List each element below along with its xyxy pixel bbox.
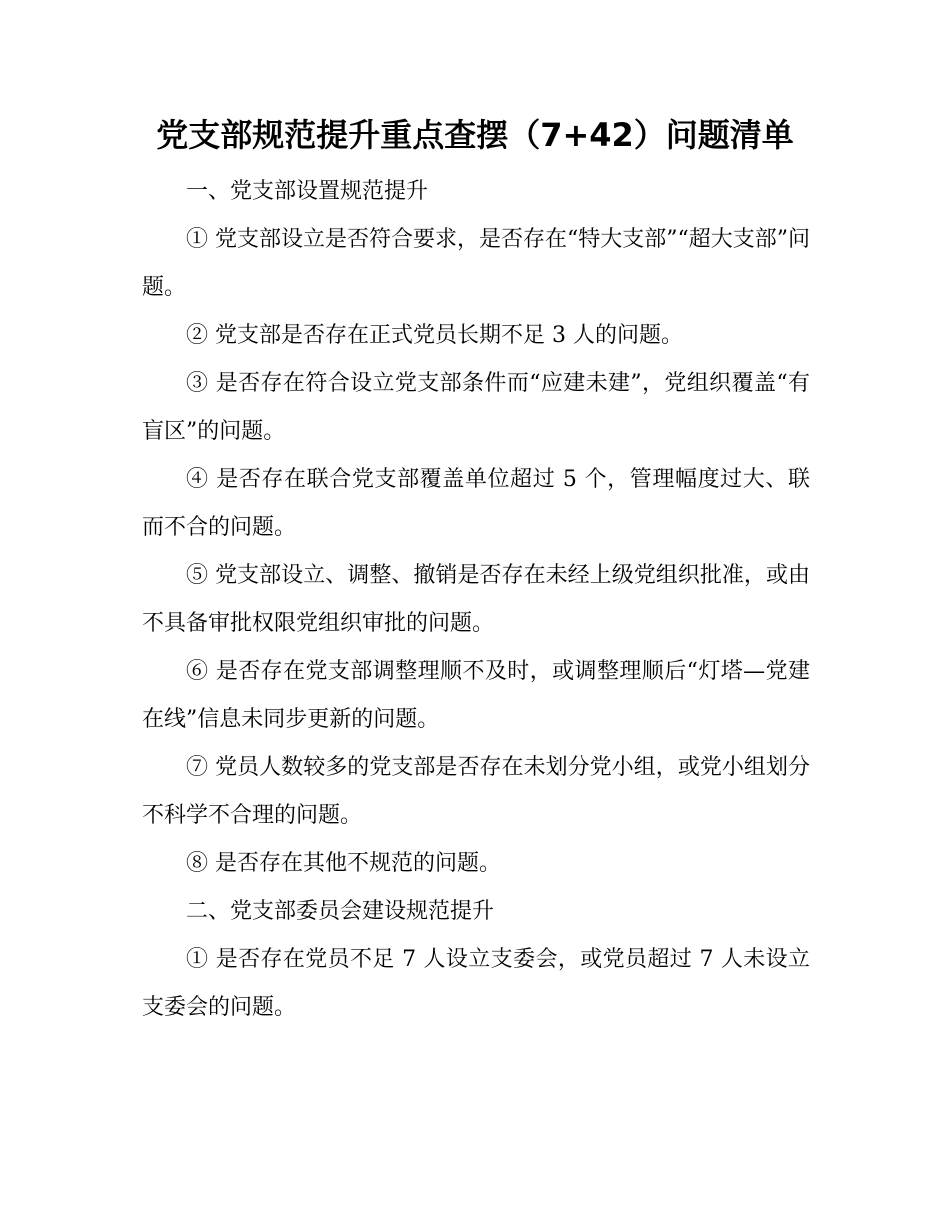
section1-item-7: ⑦ 党员人数较多的党支部是否存在未划分党小组，或党小组划分不科学不合理的问题。 — [142, 755, 810, 828]
section1-item-5: ⑤ 党支部设立、调整、撤销是否存在未经上级党组织批准，或由不具备审批权限党组织审批的问题。 — [142, 563, 810, 636]
section2-item-1: ① 是否存在党员不足 7 人设立支委会，或党员超过 7 人未设立支委会的问题。 — [142, 947, 810, 1020]
section1-item-1: ① 党支部设立是否符合要求，是否存在“特大支部”“超大支部”问题。 — [142, 227, 810, 300]
document-title: 党支部规范提升重点查摆（7+42）问题清单 — [156, 116, 794, 154]
section-heading-1: 一、党支部设置规范提升 — [186, 179, 429, 204]
document-body — [142, 168, 810, 1032]
section-heading-2: 二、党支部委员会建设规范提升 — [186, 899, 495, 924]
section1-item-2: ② 党支部是否存在正式党员长期不足 3 人的问题。 — [186, 323, 683, 348]
section1-item-4: ④ 是否存在联合党支部覆盖单位超过 5 个，管理幅度过大、联而不合的问题。 — [142, 467, 810, 540]
section1-item-3: ③ 是否存在符合设立党支部条件而“应建未建”，党组织覆盖“有盲区”的问题。 — [142, 371, 810, 444]
section1-item-6: ⑥ 是否存在党支部调整理顺不及时，或调整理顺后“灯塔—党建在线”信息未同步更新的问题。 — [142, 659, 810, 732]
section1-item-8: ⑧ 是否存在其他不规范的问题。 — [186, 851, 501, 876]
